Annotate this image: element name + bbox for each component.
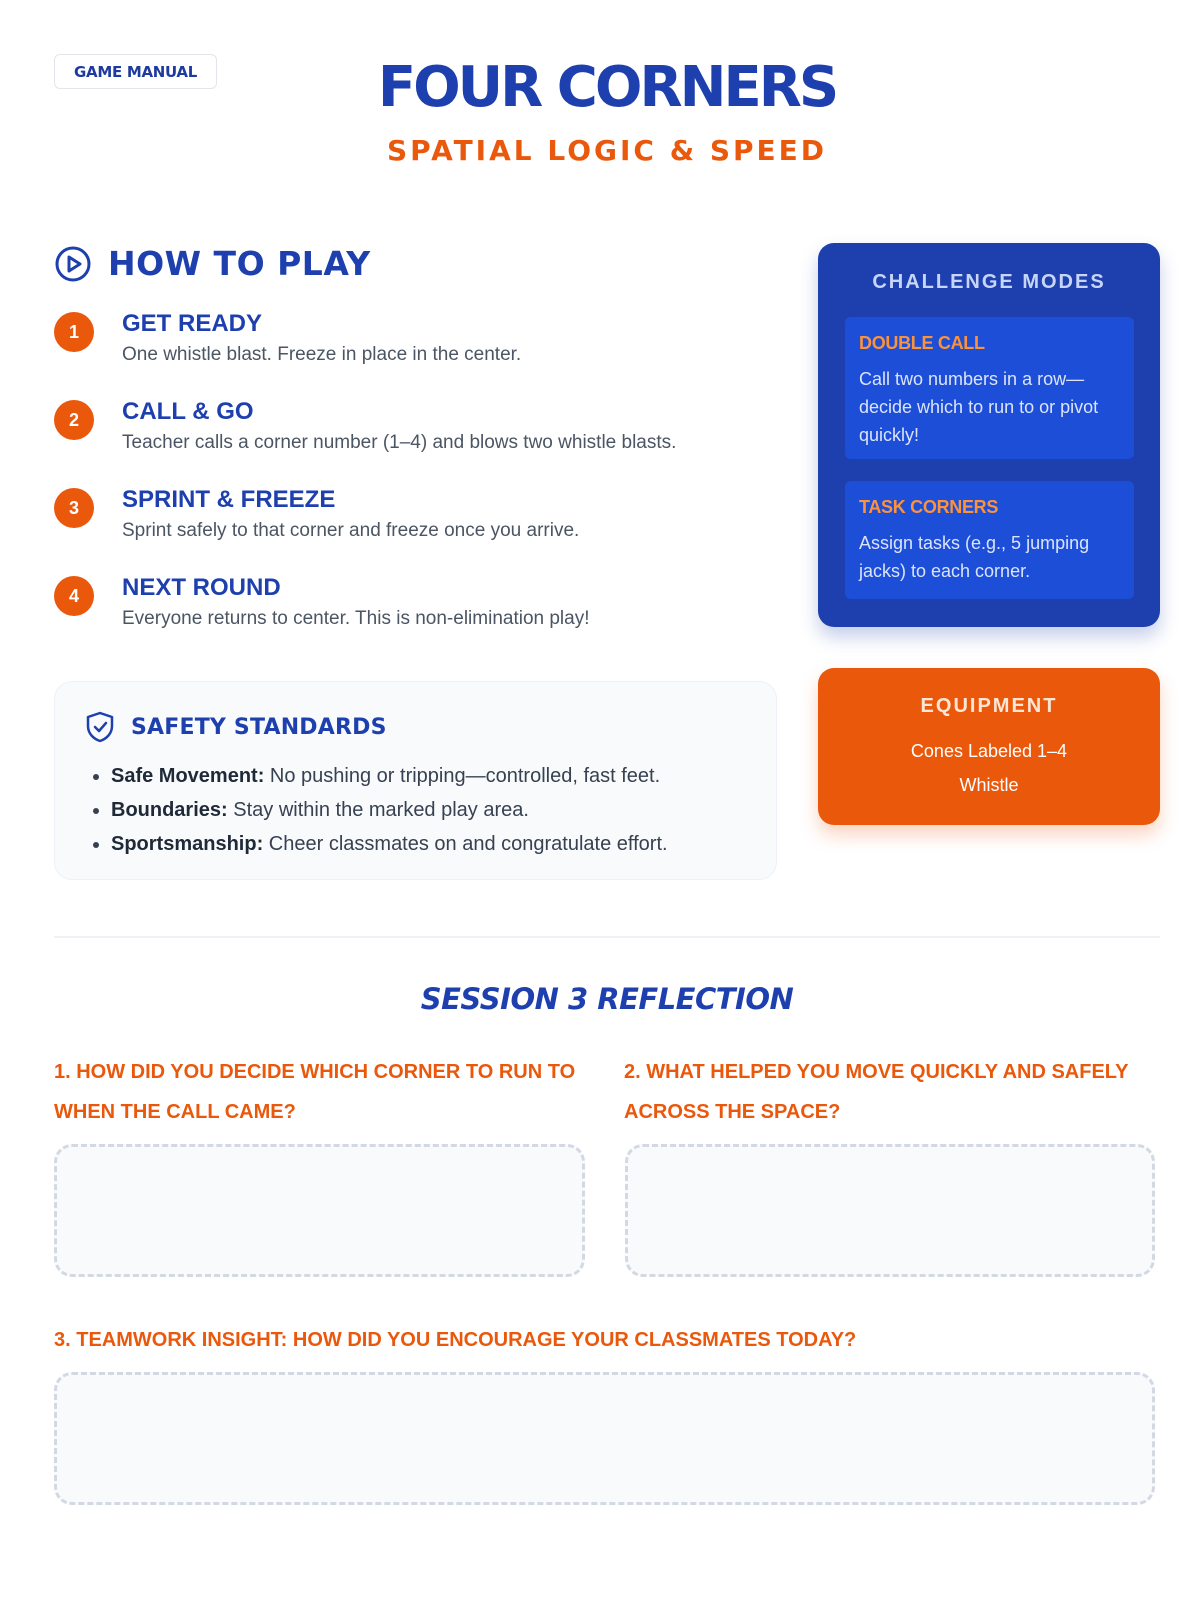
safety-item [111,793,668,827]
reflection-question-1: 1. HOW DID YOU DECIDE WHICH CORNER TO RUN TO WHEN THE CALL CAME? [54,1061,576,1123]
step-description: Teacher calls a corner number (1–4) and blows two whistle blasts. [122,432,677,453]
reflection-question-3: 3. TEAMWORK INSIGHT: HOW DID YOU ENCOURAGE YOUR CLASSMATES TODAY? [54,1329,857,1351]
safety-item-text: Stay within the marked play area. [227,799,529,821]
game-manual-badge: GAME MANUAL [54,54,217,89]
safety-item-text: Cheer classmates on and congratulate effort. [263,833,668,855]
reflection-heading: SESSION 3 REFLECTION [420,982,794,1016]
equipment-card [818,668,1160,825]
how-to-play-heading: HOW TO PLAY [108,244,371,283]
reflection-answer-box-3[interactable] [54,1372,1155,1505]
safety-item-label: Boundaries: [111,799,228,821]
challenge-mode-description: Assign tasks (e.g., 5 jumping jacks) to each corner. [859,533,1090,581]
step-title: GET READY [122,310,263,337]
equipment-item: Cones Labeled 1–4 [910,741,1068,761]
how-to-play-header [54,244,371,284]
step-title: CALL & GO [122,398,254,425]
step-number: 4 [54,576,94,616]
challenge-mode-title: DOUBLE CALL [859,333,985,353]
step-title: SPRINT & FREEZE [122,486,336,513]
section-divider [54,936,1160,938]
safety-item-text: No pushing or tripping—controlled, fast feet. [264,765,661,787]
step-title: NEXT ROUND [122,574,281,601]
safety-list [111,759,668,861]
safety-item [111,759,668,793]
step-number: 2 [54,400,94,440]
reflection-answer-box-2[interactable] [625,1144,1155,1277]
step-description: Sprint safely to that corner and freeze once you arrive. [122,520,580,541]
equipment-heading: EQUIPMENT [920,695,1058,717]
challenge-mode-item [845,481,1134,599]
reflection-answer-box-1[interactable] [54,1144,585,1277]
step-description: Everyone returns to center. This is non-elimination play! [122,608,590,629]
safety-item [111,827,668,861]
challenge-mode-title: TASK CORNERS [859,497,999,517]
reflection-question-2: 2. WHAT HELPED YOU MOVE QUICKLY AND SAFELY ACROSS THE SPACE? [624,1061,1129,1123]
page-title: FOUR CORNERS [377,55,837,120]
step-number: 3 [54,488,94,528]
step-description: One whistle blast. Freeze in place in the center. [122,344,522,365]
equipment-list [818,734,1160,802]
safety-header [85,711,387,743]
safety-standards-card [54,681,777,880]
shield-check-icon [85,711,115,743]
page-subtitle: SPATIAL LOGIC & SPEED [386,134,828,167]
safety-item-label: Safe Movement: [111,765,265,787]
play-circle-icon [54,245,92,283]
challenge-mode-description: Call two numbers in a row—decide which to run to or pivot quickly! [859,369,1099,445]
challenge-modes-heading: CHALLENGE MODES [872,271,1106,293]
challenge-modes-card [818,243,1160,627]
challenge-mode-item [845,317,1134,459]
step-number: 1 [54,312,94,352]
safety-item-label: Sportsmanship: [111,833,264,855]
equipment-item: Whistle [959,775,1019,795]
safety-heading: SAFETY STANDARDS [131,714,387,740]
